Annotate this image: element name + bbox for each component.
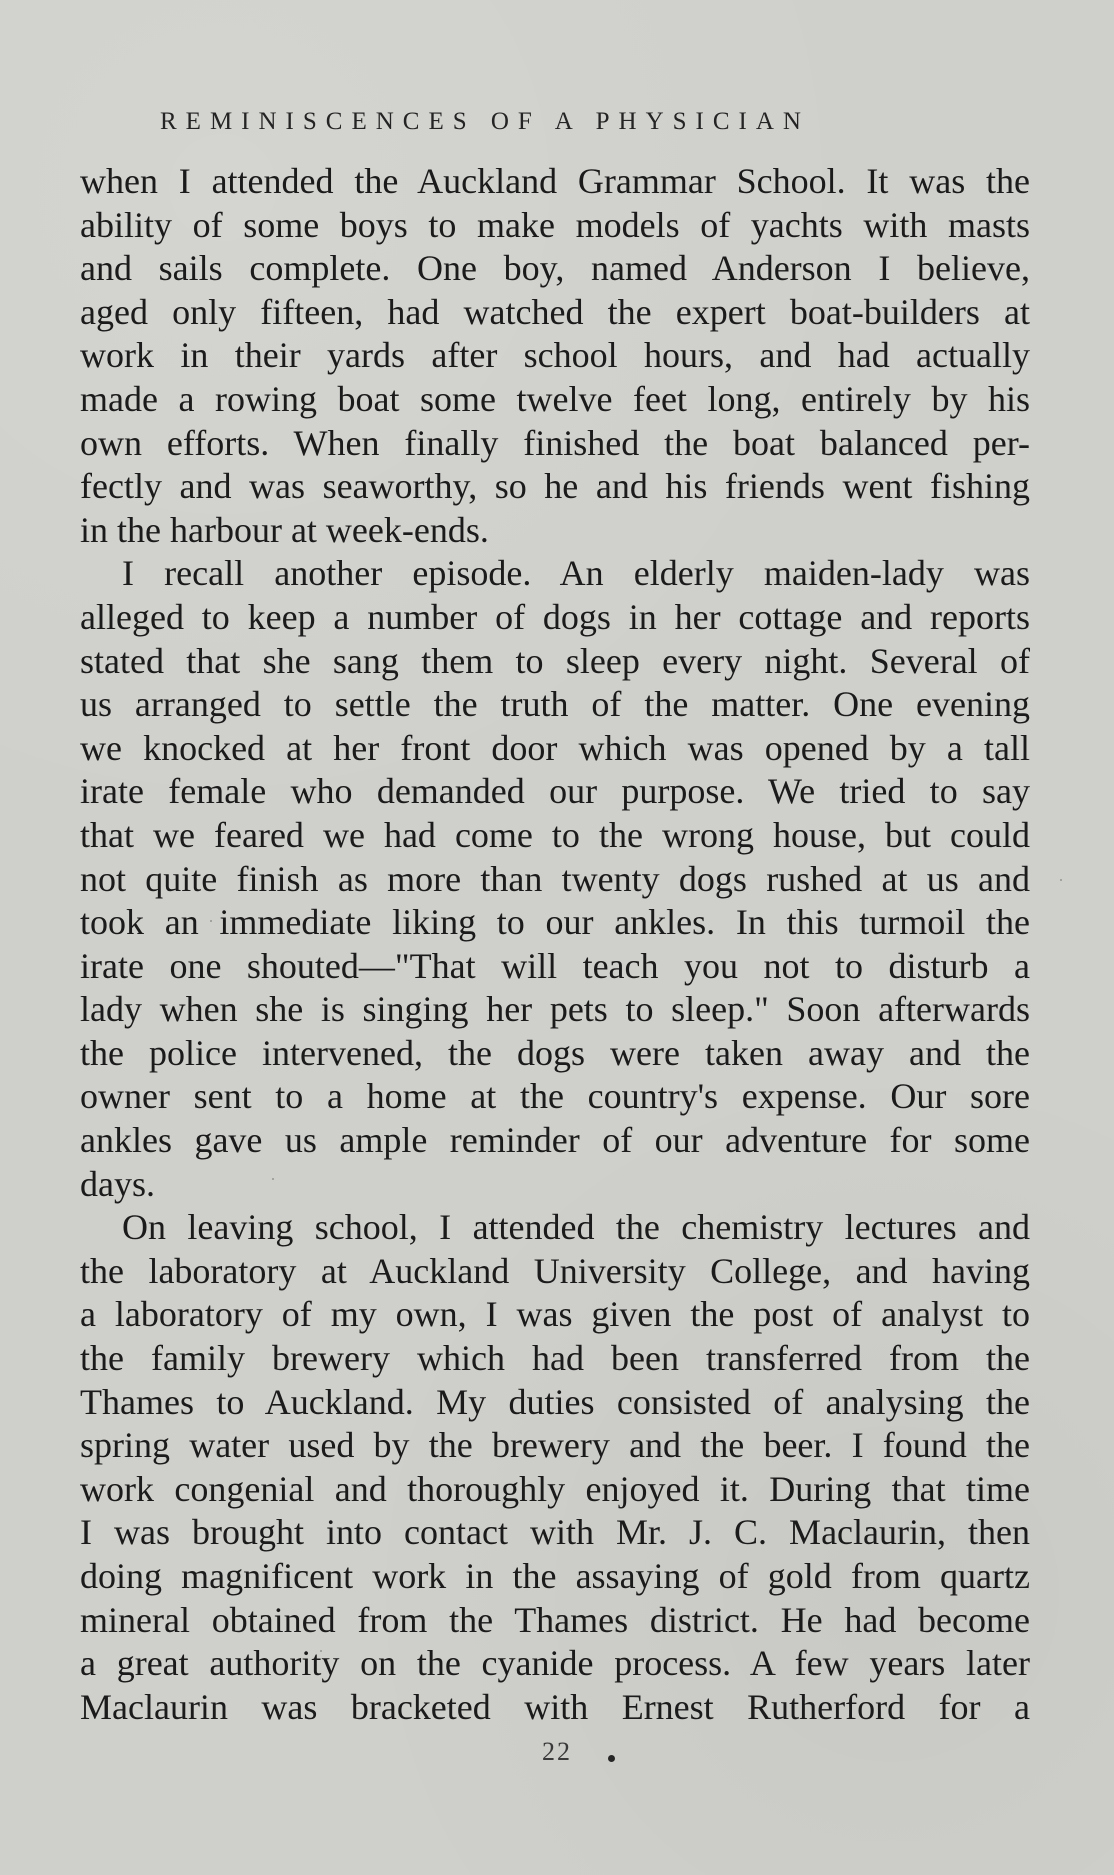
body-text — [80, 160, 1030, 1729]
paper-speck — [320, 1650, 322, 1652]
text-line: took an immediate liking to our ankles. In this turmoil the — [80, 902, 1030, 943]
text-line: a great authority on the cyanide process. A few years later — [80, 1643, 1030, 1684]
text-line: own efforts. When finally finished the boat balanced per- — [80, 422, 1030, 463]
text-line: fectly and was seaworthy, so he and his friends went fishing — [80, 466, 1030, 507]
text-line: Thames to Auckland. My duties consisted of analysing the — [80, 1381, 1030, 1422]
text-line: spring water used by the brewery and the beer. I found the — [80, 1425, 1030, 1466]
text-line: Maclaurin was bracketed with Ernest Rutherford for a — [80, 1686, 1030, 1727]
text-line: we knocked at her front door which was opened by a tall — [80, 727, 1030, 768]
text-line: I was brought into contact with Mr. J. C. Maclaurin, then — [80, 1512, 1030, 1553]
text-line: work in their yards after school hours, and had actually — [80, 335, 1030, 376]
paper-speck — [1060, 879, 1062, 881]
text-line: and sails complete. One boy, named Anderson I believe, — [80, 248, 1030, 289]
text-line: alleged to keep a number of dogs in her cottage and reports — [80, 596, 1030, 637]
text-line: On leaving school, I attended the chemistry lectures and — [122, 1207, 1030, 1248]
text-line: the police intervened, the dogs were taken away and the — [80, 1032, 1030, 1073]
text-line: doing magnificent work in the assaying of gold from quartz — [80, 1556, 1030, 1596]
text-line: owner sent to a home at the country's expense. Our sore — [80, 1076, 1030, 1117]
text-line: mineral obtained from the Thames district. He had become — [80, 1599, 1030, 1640]
text-line: the laboratory at Auckland University College, and having — [80, 1250, 1030, 1291]
paper-speck — [272, 1178, 274, 1180]
page-number-dot — [608, 1755, 615, 1762]
text-line: that we feared we had come to the wrong house, but could — [80, 814, 1030, 855]
text-line: aged only fifteen, had watched the expert boat-builders at — [80, 291, 1030, 332]
text-line: days. — [80, 1163, 155, 1204]
text-line: lady when she is singing her pets to sleep." Soon afterwards — [80, 989, 1030, 1030]
text-line: a laboratory of my own, I was given the post of analyst to — [80, 1294, 1030, 1335]
text-line: in the harbour at week-ends. — [80, 509, 489, 550]
paper-speck — [210, 920, 212, 922]
running-head: REMINISCENCES OF A PHYSICIAN — [160, 108, 810, 135]
text-line: I recall another episode. An elderly maiden-lady was — [122, 553, 1030, 594]
text-line: when I attended the Auckland Grammar School. It was the — [80, 161, 1030, 201]
text-line: irate one shouted—"That will teach you not to disturb a — [80, 945, 1030, 986]
text-line: ankles gave us ample reminder of our adventure for some — [80, 1120, 1030, 1161]
text-line: ability of some boys to make models of yachts with masts — [80, 204, 1030, 245]
text-line: work congenial and thoroughly enjoyed it. During that time — [80, 1468, 1030, 1509]
text-line: stated that she sang them to sleep every night. Several of — [80, 640, 1030, 681]
text-line: made a rowing boat some twelve feet long, entirely by his — [80, 378, 1030, 419]
page-number: 22 — [542, 1737, 572, 1766]
text-line: the family brewery which had been transferred from the — [80, 1338, 1030, 1379]
text-line: us arranged to settle the truth of the matter. One evening — [80, 684, 1030, 725]
text-line: not quite finish as more than twenty dogs rushed at us and — [80, 858, 1030, 899]
text-line: irate female who demanded our purpose. We tried to say — [80, 771, 1030, 812]
